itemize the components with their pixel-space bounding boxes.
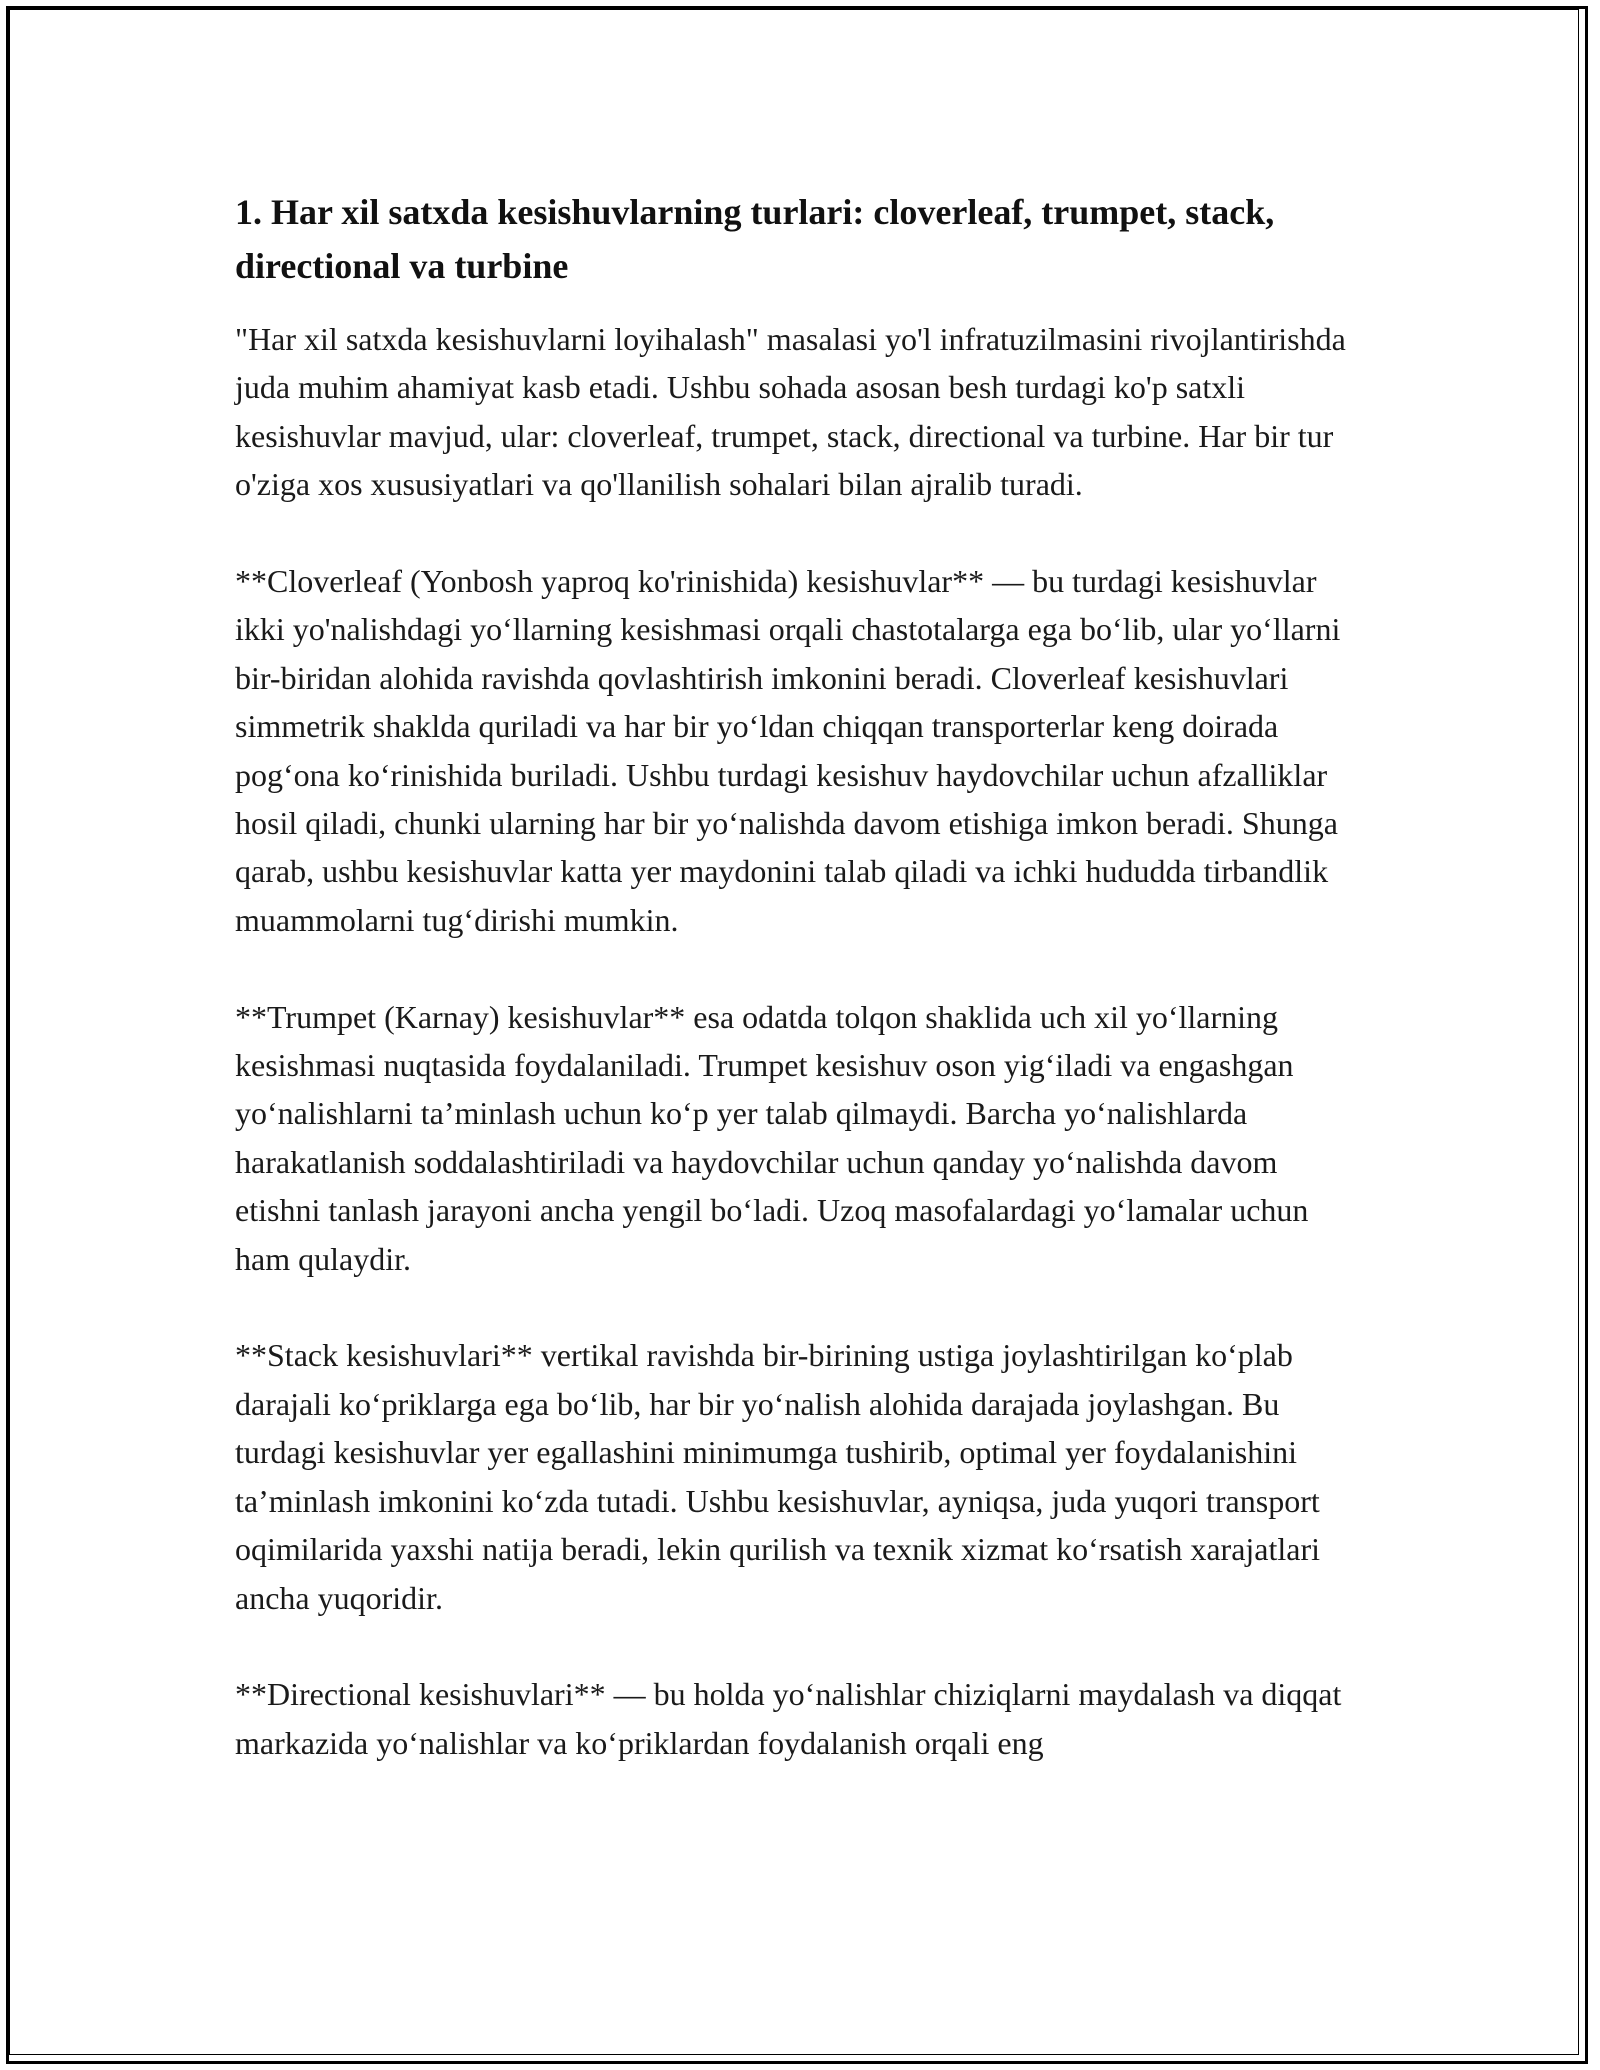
paragraph-cloverleaf: **Cloverleaf (Yonbosh yaproq ko'rinishida) kesishuvlar** — bu turdagi kesishuvlar ikki yo'nalishdagi yo‘llarning kesishmasi orqali chastotalarga ega bo‘lib, ular yo‘llarni bir-biridan alohida ravishda qovlashtirish imkonini beradi. Cloverleaf kesishuvlari simmetrik shaklda quriladi va har bir yo‘ldan chiqqan transporterlar keng doirada pog‘ona ko‘rinishida buriladi. Ushbu turdagi kesishuv haydovchilar uchun afzalliklar hosil qiladi, chunki ularning har bir yo‘nalishda davom etishiga imkon beradi. Shunga qarab, ushbu kesishuvlar katta yer maydonini talab qiladi va ichki hududda tirbandlik muammolarni tug‘dirishi mumkin. [235,563,1341,938]
paragraph-intro: "Har xil satxda kesishuvlarni loyihalash" masalasi yo'l infratuzilmasini rivojlantirishda juda muhim ahamiyat kasb etadi. Ushbu sohada asosan besh turdagi ko'p satxli kesishuvlar mavjud, ular: cloverleaf, trumpet, stack, directional va turbine. Har bir tur o'ziga xos xususiyatlari va qo'llanilish sohalari bilan ajralib turadi. [235,321,1346,503]
section-heading: 1. Har xil satxda kesishuvlarning turlari: cloverleaf, trumpet, stack, directional va turbine [235,192,1275,286]
paragraph-directional: **Directional kesishuvlari** — bu holda yo‘nalishlar chiziqlarni maydalash va diqqat markazida yo‘nalishlar va ko‘priklardan foydalanish orqali eng [235,1676,1342,1761]
paragraph-trumpet: **Trumpet (Karnay) kesishuvlar** esa odatda tolqon shaklida uch xil yo‘llarning kesishmasi nuqtasida foydalaniladi. Trumpet kesishuv oson yig‘iladi va engashgan yo‘nalishlarni ta’minlash uchun ko‘p yer talab qilmaydi. Barcha yo‘nalishlarda harakatlanish soddalashtiriladi va haydovchilar uchun qanday yo‘nalishda davom etishni tanlash jarayoni ancha yengil bo‘ladi. Uzoq masofalardagi yo‘lamalar uchun ham qulaydir. [235,998,1309,1277]
paragraph-stack: **Stack kesishuvlari** vertikal ravishda bir-birining ustiga joylashtirilgan ko‘plab darajali ko‘priklarga ega bo‘lib, har bir yo‘nalish alohida darajada joylashgan. Bu turdagi kesishuvlar yer egallashini minimumga tushirib, optimal yer foydalanishini ta’minlash imkonini ko‘zda tutadi. Ushbu kesishuvlar, ayniqsa, juda yuqori transport oqimilarida yaxshi natija beradi, lekin qurilish va texnik xizmat ko‘rsatish xarajatlari ancha yuqoridir. [235,1337,1321,1616]
document-body [235,185,1365,1816]
